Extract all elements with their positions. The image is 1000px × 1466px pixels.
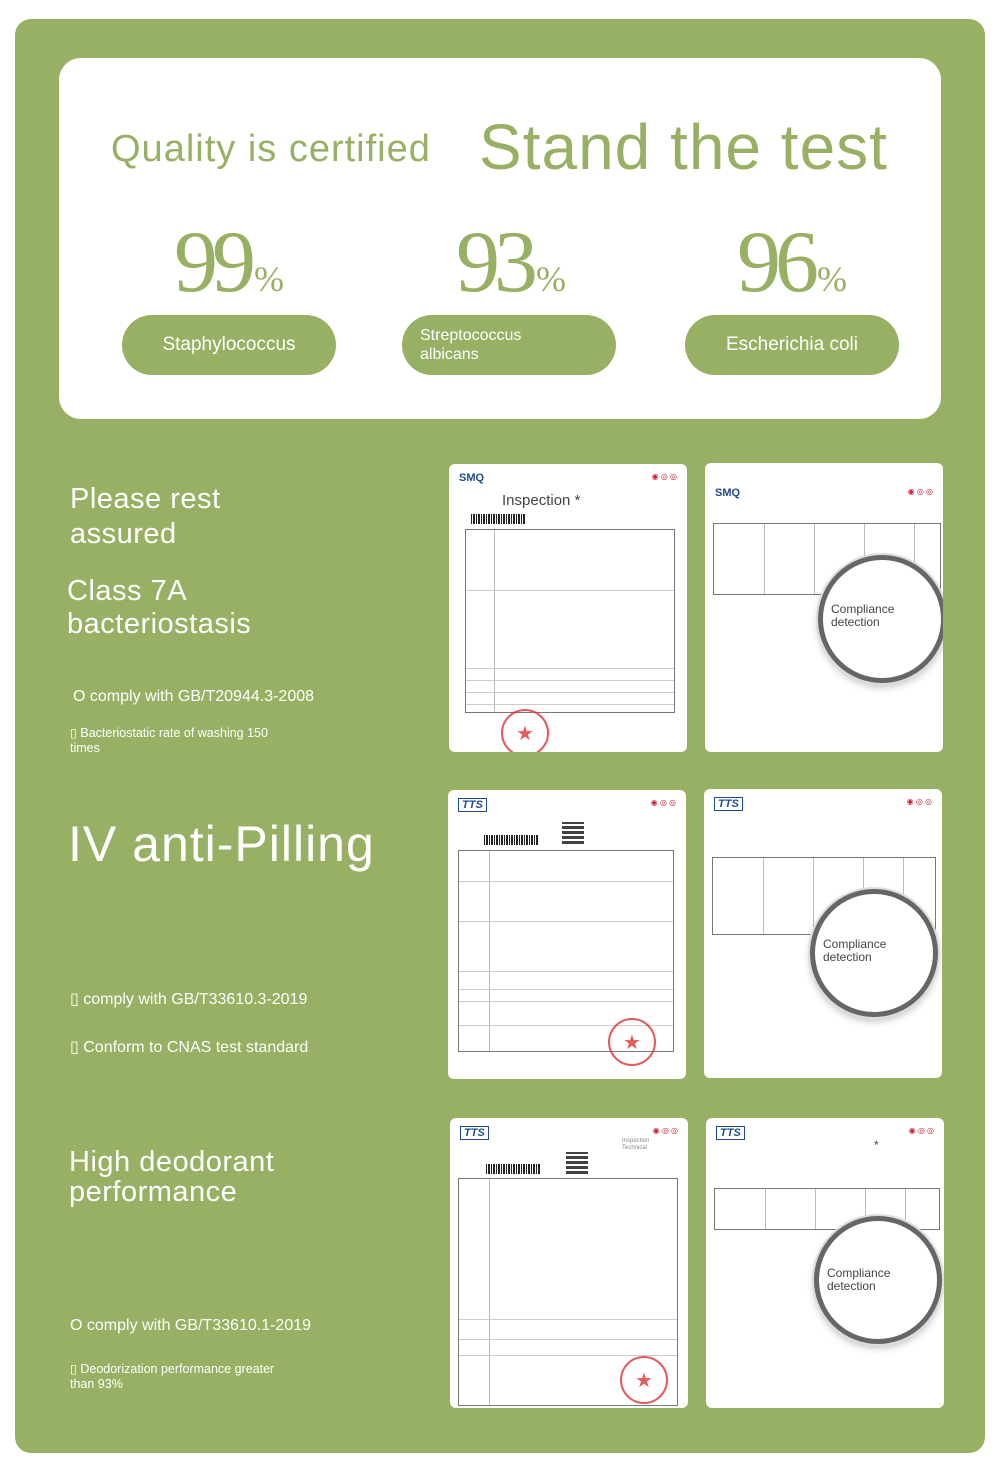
lens-caption xyxy=(823,938,886,964)
certification-badges-icon: ◉ ◎ ◎ xyxy=(908,1126,934,1135)
inspection-caption-line2: Technical xyxy=(622,1145,648,1151)
certification-badges-icon: ◉ ◎ ◎ xyxy=(907,487,933,496)
stat-staphylococcus xyxy=(122,214,336,311)
tagline-stand-the-test: Stand the test xyxy=(479,111,888,183)
document-title: Inspection * xyxy=(502,492,581,509)
section1-note-washing xyxy=(70,726,268,756)
section1-note-standard: O comply with GB/T20944.3-2008 xyxy=(73,688,315,705)
pill-escherichia-coli xyxy=(685,315,899,375)
section1-note-washing-line2: times xyxy=(70,741,100,755)
section2-heading: IV anti-Pilling xyxy=(68,816,375,872)
lens-caption-line2: detection xyxy=(827,1279,876,1293)
barcode-icon xyxy=(486,1164,541,1174)
qr-code-icon xyxy=(566,1152,588,1174)
section1-subheading-line2: bacteriostasis xyxy=(67,608,252,640)
certification-card xyxy=(59,58,941,419)
certification-badges-icon: ◉ ◎ ◎ xyxy=(651,472,677,481)
stat-value: 96 xyxy=(737,214,813,311)
certification-badges-icon: ◉ ◎ ◎ xyxy=(650,798,676,807)
stat-streptococcus xyxy=(404,214,618,311)
test-report-document-1 xyxy=(449,464,687,752)
stat-unit: % xyxy=(254,259,284,299)
barcode-icon xyxy=(484,835,539,845)
section3-note-standard: O comply with GB/T33610.1-2019 xyxy=(70,1317,312,1334)
section1-subheading xyxy=(67,575,251,641)
lens-caption-line2: detection xyxy=(823,950,872,964)
lens-caption-line1: Compliance xyxy=(831,602,895,616)
test-report-document-6 xyxy=(706,1118,944,1408)
lens-caption xyxy=(827,1267,890,1293)
report-table xyxy=(465,529,675,713)
test-report-document-4 xyxy=(704,789,942,1078)
stat-unit: % xyxy=(817,259,847,299)
tts-logo: TTS xyxy=(458,798,487,812)
section3-note-deodorization xyxy=(70,1362,274,1392)
section1-heading xyxy=(70,482,221,552)
lens-caption xyxy=(831,603,894,629)
lens-caption-line2: detection xyxy=(831,615,880,629)
stat-value: 93 xyxy=(456,214,532,311)
header-star: * xyxy=(874,1138,879,1152)
certification-badges-icon: ◉ ◎ ◎ xyxy=(652,1126,678,1135)
barcode-icon xyxy=(471,514,526,524)
section3-heading-line2: performance xyxy=(69,1176,238,1208)
tagline-quality-certified: Quality is certified xyxy=(111,128,431,170)
pill-label-line1: Streptococcus xyxy=(420,327,522,344)
tts-logo: TTS xyxy=(460,1126,489,1140)
pill-staphylococcus xyxy=(122,315,336,375)
lens-caption-line1: Compliance xyxy=(827,1266,891,1280)
section3-note-deodorization-line1: ▯ Deodorization performance greater xyxy=(70,1362,275,1376)
test-report-document-5 xyxy=(450,1118,688,1408)
section1-note-washing-line1: ▯ Bacteriostatic rate of washing 150 xyxy=(70,726,268,740)
test-report-document-2 xyxy=(705,463,943,752)
test-report-document-3 xyxy=(448,790,686,1079)
pill-label: Staphylococcus xyxy=(162,334,296,355)
tts-logo: TTS xyxy=(714,797,743,811)
smq-logo: SMQ xyxy=(715,487,741,499)
section2-note-standard: ▯ comply with GB/T33610.3-2019 xyxy=(70,991,308,1008)
qr-code-icon xyxy=(562,822,584,844)
section1-heading-line2: assured xyxy=(70,518,177,550)
section3-heading-line1: High deodorant xyxy=(69,1146,275,1178)
inspection-caption-line1: Inspection xyxy=(622,1138,650,1144)
pill-label-line2: albicans xyxy=(420,346,479,363)
section3-heading xyxy=(69,1147,274,1207)
inspection-caption xyxy=(622,1138,649,1152)
certification-badges-icon: ◉ ◎ ◎ xyxy=(906,797,932,806)
red-seal-stamp-icon: ★ xyxy=(608,1018,656,1066)
section2-note-cnas: ▯ Conform to CNAS test standard xyxy=(70,1039,309,1056)
pill-label: Escherichia coli xyxy=(726,334,858,355)
tts-logo: TTS xyxy=(716,1126,745,1140)
section1-subheading-line1: Class 7A xyxy=(67,575,188,607)
section3-note-deodorization-line2: than 93% xyxy=(70,1377,123,1391)
lens-caption-line1: Compliance xyxy=(823,937,887,951)
pill-streptococcus xyxy=(402,315,616,375)
section1-heading-line1: Please rest xyxy=(70,483,221,515)
red-seal-stamp-icon: ★ xyxy=(501,709,549,752)
smq-logo: SMQ xyxy=(459,472,485,484)
stat-value: 99 xyxy=(174,214,250,311)
red-seal-stamp-icon: ★ xyxy=(620,1356,668,1404)
stat-escherichia-coli xyxy=(685,214,899,311)
stat-unit: % xyxy=(536,259,566,299)
